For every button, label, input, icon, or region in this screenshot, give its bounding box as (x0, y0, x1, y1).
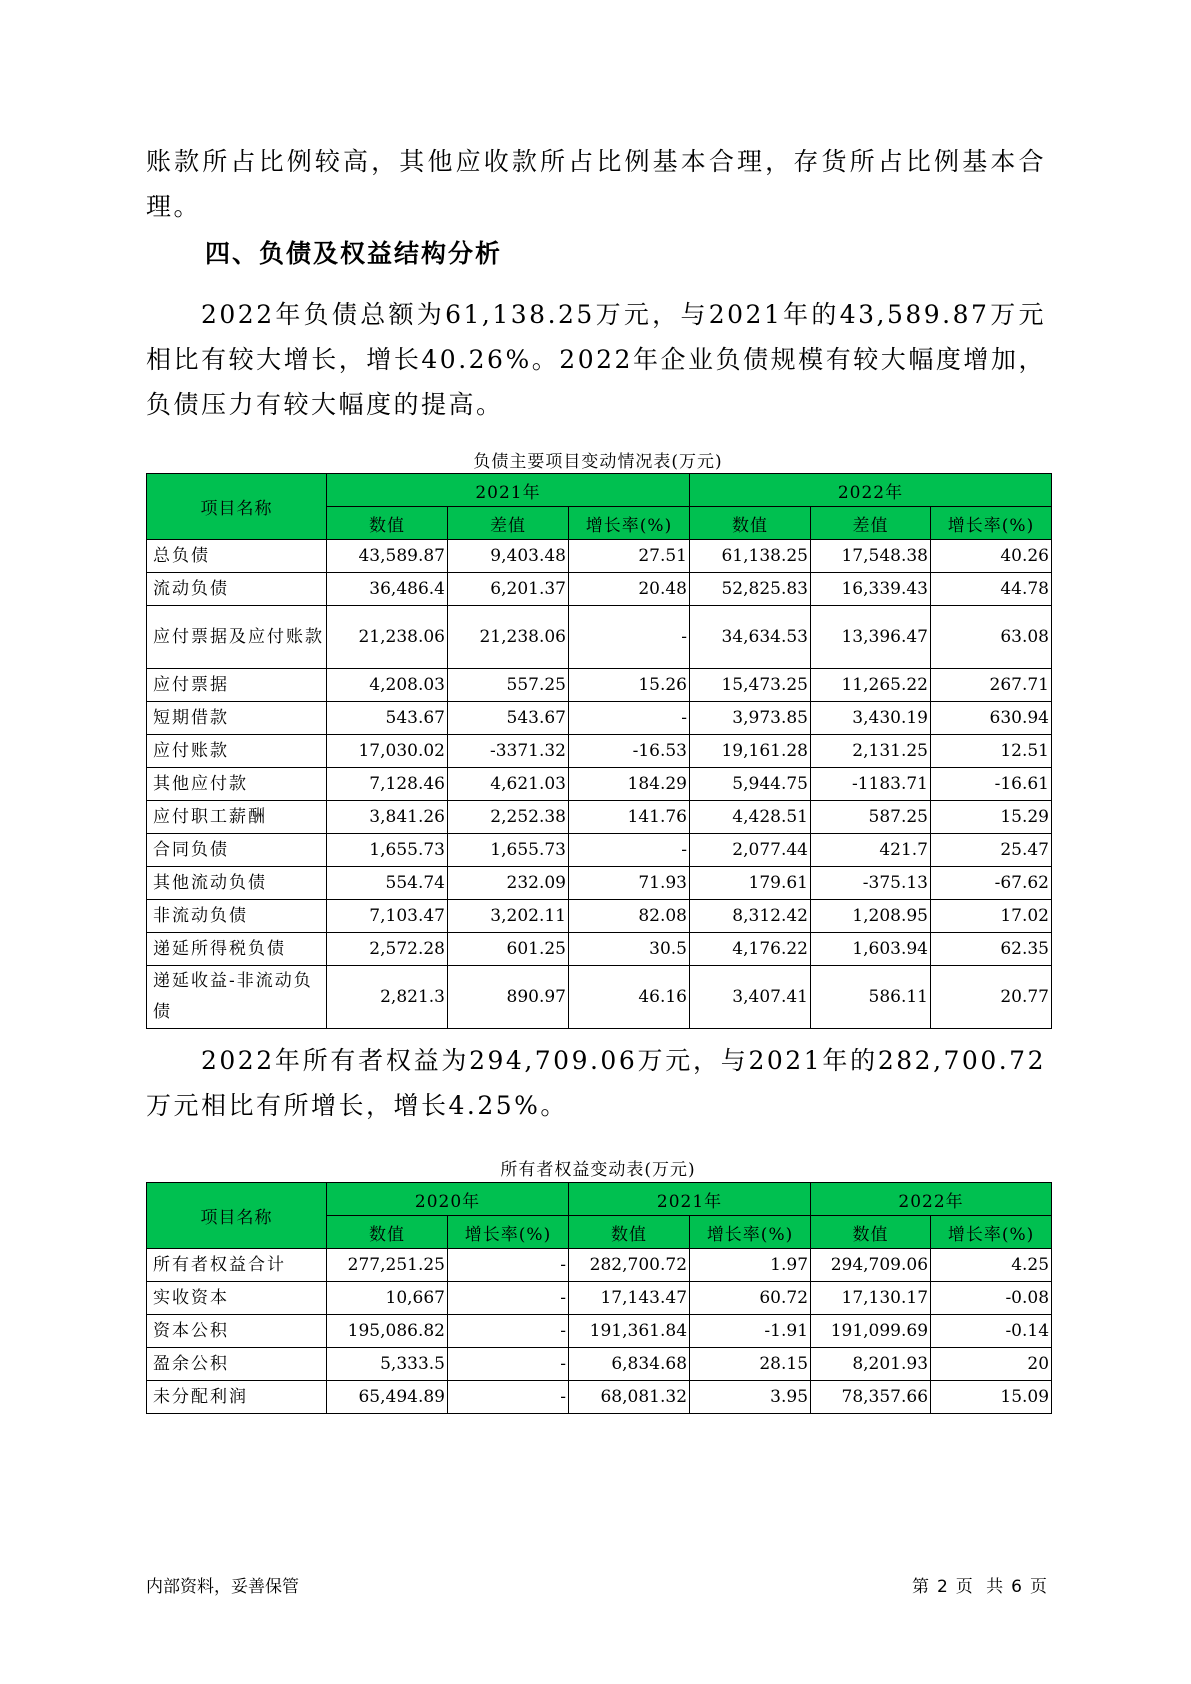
header-diff: 差值 (448, 507, 569, 540)
cell-d21: 543.67 (448, 702, 569, 735)
cell-d22: 2,131.25 (811, 735, 931, 768)
cell-r22: 40.26 (931, 540, 1052, 573)
cell-d21: 232.09 (448, 867, 569, 900)
cell-d21: 21,238.06 (448, 606, 569, 669)
cell-r21: 71.93 (569, 867, 690, 900)
header-item-name: 项目名称 (147, 474, 327, 540)
cell-r21: 1.97 (690, 1249, 811, 1282)
header-value: 数值 (690, 507, 811, 540)
row-item-name: 短期借款 (147, 702, 327, 735)
row-item-name: 应付账款 (147, 735, 327, 768)
cell-r22: -0.14 (931, 1315, 1052, 1348)
cell-v21: 2,821.3 (327, 966, 448, 1029)
cell-v22: 61,138.25 (690, 540, 811, 573)
total-prefix: 共 (986, 1577, 1004, 1597)
row-item-name: 实收资本 (147, 1282, 327, 1315)
cell-r22: 4.25 (931, 1249, 1052, 1282)
total-num: 6 (1011, 1577, 1022, 1597)
row-item-name: 应付票据及应付账款 (147, 606, 327, 669)
cell-r21: 20.48 (569, 573, 690, 606)
cell-r21: 27.51 (569, 540, 690, 573)
table-header-row (147, 1183, 1052, 1216)
cell-v21: 282,700.72 (569, 1249, 690, 1282)
cell-r22: 630.94 (931, 702, 1052, 735)
row-item-name: 其他流动负债 (147, 867, 327, 900)
cell-r21: - (569, 702, 690, 735)
paragraph-liabilities: 2022年负债总额为61,138.25万元，与2021年的43,589.87万元相比有较大增长，增长40.26%。2022年企业负债规模有较大幅度增加，负债压力有较大幅度的提高。 (146, 300, 1046, 419)
footer-confidential-note: 内部资料，妥善保管 (146, 1577, 299, 1597)
cell-d21: 4,621.03 (448, 768, 569, 801)
cell-v22: 4,428.51 (690, 801, 811, 834)
cell-d21: 557.25 (448, 669, 569, 702)
cell-r22: -16.61 (931, 768, 1052, 801)
row-item-name: 递延收益-非流动负债 (147, 966, 327, 1029)
table-row (147, 1315, 1052, 1348)
cell-v22: 8,312.42 (690, 900, 811, 933)
table-row (147, 540, 1052, 573)
cell-v21: 3,841.26 (327, 801, 448, 834)
cell-v22: 19,161.28 (690, 735, 811, 768)
cell-d22: 421.7 (811, 834, 931, 867)
cell-d22: 17,548.38 (811, 540, 931, 573)
total-suffix: 页 (1030, 1577, 1047, 1597)
cell-v20: 195,086.82 (327, 1315, 448, 1348)
cell-v22: 17,130.17 (811, 1282, 931, 1315)
header-item-name: 项目名称 (147, 1183, 327, 1249)
header-year-2022: 2022年 (690, 474, 1052, 507)
cell-d22: 1,603.94 (811, 933, 931, 966)
cell-v22: 3,407.41 (690, 966, 811, 1029)
row-item-name: 合同负债 (147, 834, 327, 867)
cell-v21: 2,572.28 (327, 933, 448, 966)
cell-v21: 554.74 (327, 867, 448, 900)
row-item-name: 流动负债 (147, 573, 327, 606)
cell-r22: 12.51 (931, 735, 1052, 768)
cell-r22: 25.47 (931, 834, 1052, 867)
cell-v22: 191,099.69 (811, 1315, 931, 1348)
cell-r21: 46.16 (569, 966, 690, 1029)
table-row (147, 900, 1052, 933)
cell-v22: 3,973.85 (690, 702, 811, 735)
paragraph-continuation: 账款所占比例较高，其他应收款所占比例基本合理，存货所占比例基本合理。 (146, 147, 1046, 221)
row-item-name: 资本公积 (147, 1315, 327, 1348)
header-year-2021: 2021年 (327, 474, 690, 507)
cell-v22: 34,634.53 (690, 606, 811, 669)
cell-r20: - (448, 1315, 569, 1348)
table-row (147, 768, 1052, 801)
header-value: 数值 (811, 1216, 931, 1249)
cell-r22: 44.78 (931, 573, 1052, 606)
cell-r21: -16.53 (569, 735, 690, 768)
cell-d21: 3,202.11 (448, 900, 569, 933)
cell-v22: 78,357.66 (811, 1381, 931, 1414)
cell-r21: 3.95 (690, 1381, 811, 1414)
table-row (147, 933, 1052, 966)
header-year-2020: 2020年 (327, 1183, 569, 1216)
cell-r22: 15.29 (931, 801, 1052, 834)
cell-d22: 587.25 (811, 801, 931, 834)
cell-r22: 20.77 (931, 966, 1052, 1029)
cell-r21: 184.29 (569, 768, 690, 801)
cell-v22: 5,944.75 (690, 768, 811, 801)
cell-r21: -1.91 (690, 1315, 811, 1348)
cell-d21: 6,201.37 (448, 573, 569, 606)
cell-v21: 191,361.84 (569, 1315, 690, 1348)
cell-r22: 17.02 (931, 900, 1052, 933)
cell-v20: 277,251.25 (327, 1249, 448, 1282)
cell-r21: 60.72 (690, 1282, 811, 1315)
equity-table (146, 1182, 1052, 1414)
row-item-name: 未分配利润 (147, 1381, 327, 1414)
page-num: 2 (936, 1577, 948, 1597)
cell-v21: 7,128.46 (327, 768, 448, 801)
header-value: 数值 (327, 507, 448, 540)
cell-d21: 1,655.73 (448, 834, 569, 867)
cell-v21: 7,103.47 (327, 900, 448, 933)
equity-table-caption: 所有者权益变动表(万元) (500, 1160, 696, 1180)
table-header-row (147, 474, 1052, 507)
cell-r20: - (448, 1381, 569, 1414)
cell-v21: 1,655.73 (327, 834, 448, 867)
cell-r21: - (569, 834, 690, 867)
cell-r21: 15.26 (569, 669, 690, 702)
table-row (147, 1249, 1052, 1282)
table-row (147, 573, 1052, 606)
cell-d21: 601.25 (448, 933, 569, 966)
table-row (147, 606, 1052, 669)
table-row (147, 834, 1052, 867)
table-row (147, 1348, 1052, 1381)
table-row (147, 669, 1052, 702)
cell-v21: 21,238.06 (327, 606, 448, 669)
cell-d22: 16,339.43 (811, 573, 931, 606)
cell-r22: 62.35 (931, 933, 1052, 966)
cell-r21: 141.76 (569, 801, 690, 834)
cell-r20: - (448, 1348, 569, 1381)
liability-table-caption: 负债主要项目变动情况表(万元) (473, 452, 723, 472)
cell-r22: -67.62 (931, 867, 1052, 900)
cell-r22: 20 (931, 1348, 1052, 1381)
cell-r22: 63.08 (931, 606, 1052, 669)
cell-r21: - (569, 606, 690, 669)
cell-v22: 15,473.25 (690, 669, 811, 702)
row-item-name: 所有者权益合计 (147, 1249, 327, 1282)
cell-r21: 28.15 (690, 1348, 811, 1381)
header-diff: 差值 (811, 507, 931, 540)
cell-r20: - (448, 1282, 569, 1315)
cell-d22: 13,396.47 (811, 606, 931, 669)
cell-d22: -1183.71 (811, 768, 931, 801)
header-rate: 增长率(%) (931, 1216, 1052, 1249)
page-mid: 页 (955, 1577, 973, 1597)
cell-d22: 3,430.19 (811, 702, 931, 735)
table-row (147, 735, 1052, 768)
row-item-name: 递延所得税负债 (147, 933, 327, 966)
cell-v21: 36,486.4 (327, 573, 448, 606)
section-heading: 四、负债及权益结构分析 (205, 239, 503, 268)
row-item-name: 其他应付款 (147, 768, 327, 801)
cell-r20: - (448, 1249, 569, 1282)
cell-d21: 890.97 (448, 966, 569, 1029)
cell-d21: 2,252.38 (448, 801, 569, 834)
header-rate: 增长率(%) (690, 1216, 811, 1249)
cell-d22: 11,265.22 (811, 669, 931, 702)
cell-v22: 4,176.22 (690, 933, 811, 966)
header-rate: 增长率(%) (448, 1216, 569, 1249)
cell-v21: 68,081.32 (569, 1381, 690, 1414)
footer-page-number (908, 1572, 1051, 1597)
table-row (147, 1282, 1052, 1315)
cell-v22: 2,077.44 (690, 834, 811, 867)
cell-r22: 15.09 (931, 1381, 1052, 1414)
header-rate: 增长率(%) (569, 507, 690, 540)
cell-d22: 1,208.95 (811, 900, 931, 933)
cell-v22: 52,825.83 (690, 573, 811, 606)
page-prefix: 第 (911, 1577, 929, 1597)
table-row (147, 1381, 1052, 1414)
cell-v22: 179.61 (690, 867, 811, 900)
row-item-name: 应付职工薪酬 (147, 801, 327, 834)
header-value: 数值 (327, 1216, 448, 1249)
header-year-2022: 2022年 (811, 1183, 1052, 1216)
cell-d21: -3371.32 (448, 735, 569, 768)
cell-d22: -375.13 (811, 867, 931, 900)
cell-v21: 17,143.47 (569, 1282, 690, 1315)
cell-d21: 9,403.48 (448, 540, 569, 573)
cell-r21: 82.08 (569, 900, 690, 933)
row-item-name: 应付票据 (147, 669, 327, 702)
cell-v21: 6,834.68 (569, 1348, 690, 1381)
row-item-name: 盈余公积 (147, 1348, 327, 1381)
table-row (147, 702, 1052, 735)
cell-v20: 65,494.89 (327, 1381, 448, 1414)
row-item-name: 非流动负债 (147, 900, 327, 933)
cell-v22: 8,201.93 (811, 1348, 931, 1381)
paragraph-equity: 2022年所有者权益为294,709.06万元，与2021年的282,700.72万元相比有所增长，增长4.25%。 (146, 1046, 1046, 1120)
cell-v20: 5,333.5 (327, 1348, 448, 1381)
table-row (147, 867, 1052, 900)
cell-r22: -0.08 (931, 1282, 1052, 1315)
header-year-2021: 2021年 (569, 1183, 811, 1216)
cell-v21: 43,589.87 (327, 540, 448, 573)
header-rate: 增长率(%) (931, 507, 1052, 540)
table-row (147, 966, 1052, 1029)
cell-d22: 586.11 (811, 966, 931, 1029)
table-row (147, 801, 1052, 834)
liability-table (146, 473, 1052, 1029)
row-item-name: 总负债 (147, 540, 327, 573)
cell-v21: 543.67 (327, 702, 448, 735)
cell-r22: 267.71 (931, 669, 1052, 702)
cell-v21: 17,030.02 (327, 735, 448, 768)
cell-r21: 30.5 (569, 933, 690, 966)
header-value: 数值 (569, 1216, 690, 1249)
cell-v22: 294,709.06 (811, 1249, 931, 1282)
cell-v21: 4,208.03 (327, 669, 448, 702)
cell-v20: 10,667 (327, 1282, 448, 1315)
